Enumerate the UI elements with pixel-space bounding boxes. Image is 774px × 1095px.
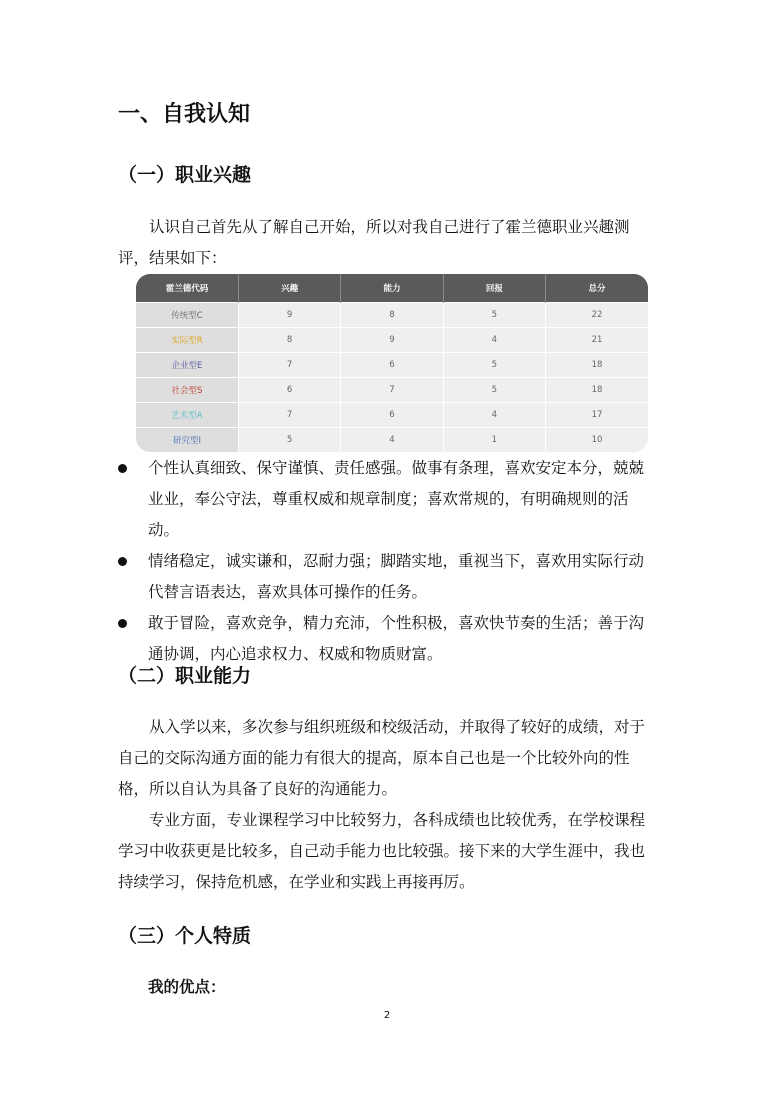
table-row (136, 353, 648, 378)
table-cell-value: 7 (238, 353, 340, 378)
table-cell-value: 4 (443, 403, 545, 428)
table-header-reward: 回报 (443, 274, 545, 303)
table-cell-value: 4 (443, 328, 545, 353)
bullet-text: 敢于冒险，喜欢竞争，精力充沛，个性积极，喜欢快节奏的生活；善于沟通协调，内心追求权力、权威和物质财富。 (148, 614, 645, 663)
section-title-traits: （三）个人特质 (118, 925, 252, 947)
ability-paragraph-1: 从入学以来，多次参与组织班级和校级活动，并取得了较好的成绩，对于自己的交际沟通方面的能力有很大的提高，原本自己也是一个比较外向的性格，所以自认为具备了良好的沟通能力。 (118, 718, 646, 798)
table-cell-value: 21 (546, 328, 648, 353)
table-cell-code: 社会型S (136, 378, 238, 403)
table-row (136, 403, 648, 428)
table-cell-code: 研究型I (136, 428, 238, 452)
page-number: 2 (383, 1010, 391, 1021)
bullet-icon (118, 557, 127, 566)
list-item (118, 453, 658, 546)
table-cell-value: 7 (341, 378, 443, 403)
bullet-icon (118, 464, 127, 473)
table-cell-value: 4 (341, 428, 443, 452)
table-cell-value: 6 (341, 353, 443, 378)
table-cell-value: 6 (238, 378, 340, 403)
strengths-label: 我的优点： (148, 978, 226, 996)
table-row (136, 378, 648, 403)
table-cell-value: 5 (238, 428, 340, 452)
table-cell-value: 18 (546, 353, 648, 378)
interest-intro-paragraph: 认识自己首先从了解自己开始，所以对我自己进行了霍兰德职业兴趣测评，结果如下： (118, 218, 630, 267)
table-cell-code: 实际型R (136, 328, 238, 353)
table-cell-value: 6 (341, 403, 443, 428)
table-cell-value: 5 (443, 378, 545, 403)
table-cell-value: 5 (443, 303, 545, 328)
table-cell-value: 22 (546, 303, 648, 328)
table-cell-value: 9 (238, 303, 340, 328)
table-cell-value: 18 (546, 378, 648, 403)
bullet-text: 情绪稳定，诚实谦和，忍耐力强；脚踏实地，重视当下，喜欢用实际行动代替言语表达，喜欢具体可操作的任务。 (148, 552, 645, 601)
table-header-row (136, 274, 648, 303)
holland-table (136, 274, 648, 452)
trait-bullet-list (118, 453, 658, 670)
table-cell-value: 8 (341, 303, 443, 328)
table-cell-code: 企业型E (136, 353, 238, 378)
table-cell-code: 艺术型A (136, 403, 238, 428)
bullet-text: 个性认真细致、保守谨慎、责任感强。做事有条理，喜欢安定本分，兢兢业业，奉公守法，尊重权威和规章制度；喜欢常规的，有明确规则的活动。 (148, 459, 645, 539)
bullet-icon (118, 619, 127, 628)
heading-self-awareness: 一、自我认知 (118, 102, 251, 127)
table-header-total: 总分 (546, 274, 648, 303)
table-header-code: 霍兰德代码 (136, 274, 238, 303)
table-header-interest: 兴趣 (238, 274, 340, 303)
ability-paragraph-2: 专业方面，专业课程学习中比较努力，各科成绩也比较优秀，在学校课程学习中收获更是比较多，自己动手能力也比较强。接下来的大学生涯中，我也持续学习，保持危机感，在学业和实践上再接再厉。 (118, 811, 646, 891)
table-row (136, 328, 648, 353)
table-cell-value: 1 (443, 428, 545, 452)
table-cell-value: 5 (443, 353, 545, 378)
table-cell-value: 10 (546, 428, 648, 452)
table-cell-code: 传统型C (136, 303, 238, 328)
table-cell-value: 9 (341, 328, 443, 353)
table-cell-value: 17 (546, 403, 648, 428)
table-cell-value: 7 (238, 403, 340, 428)
list-item (118, 546, 658, 608)
section-title-ability: （二）职业能力 (118, 665, 252, 687)
table-header-ability: 能力 (341, 274, 443, 303)
table-row (136, 303, 648, 328)
table-row (136, 428, 648, 452)
table-cell-value: 8 (238, 328, 340, 353)
section-title-interest: （一）职业兴趣 (118, 164, 252, 186)
